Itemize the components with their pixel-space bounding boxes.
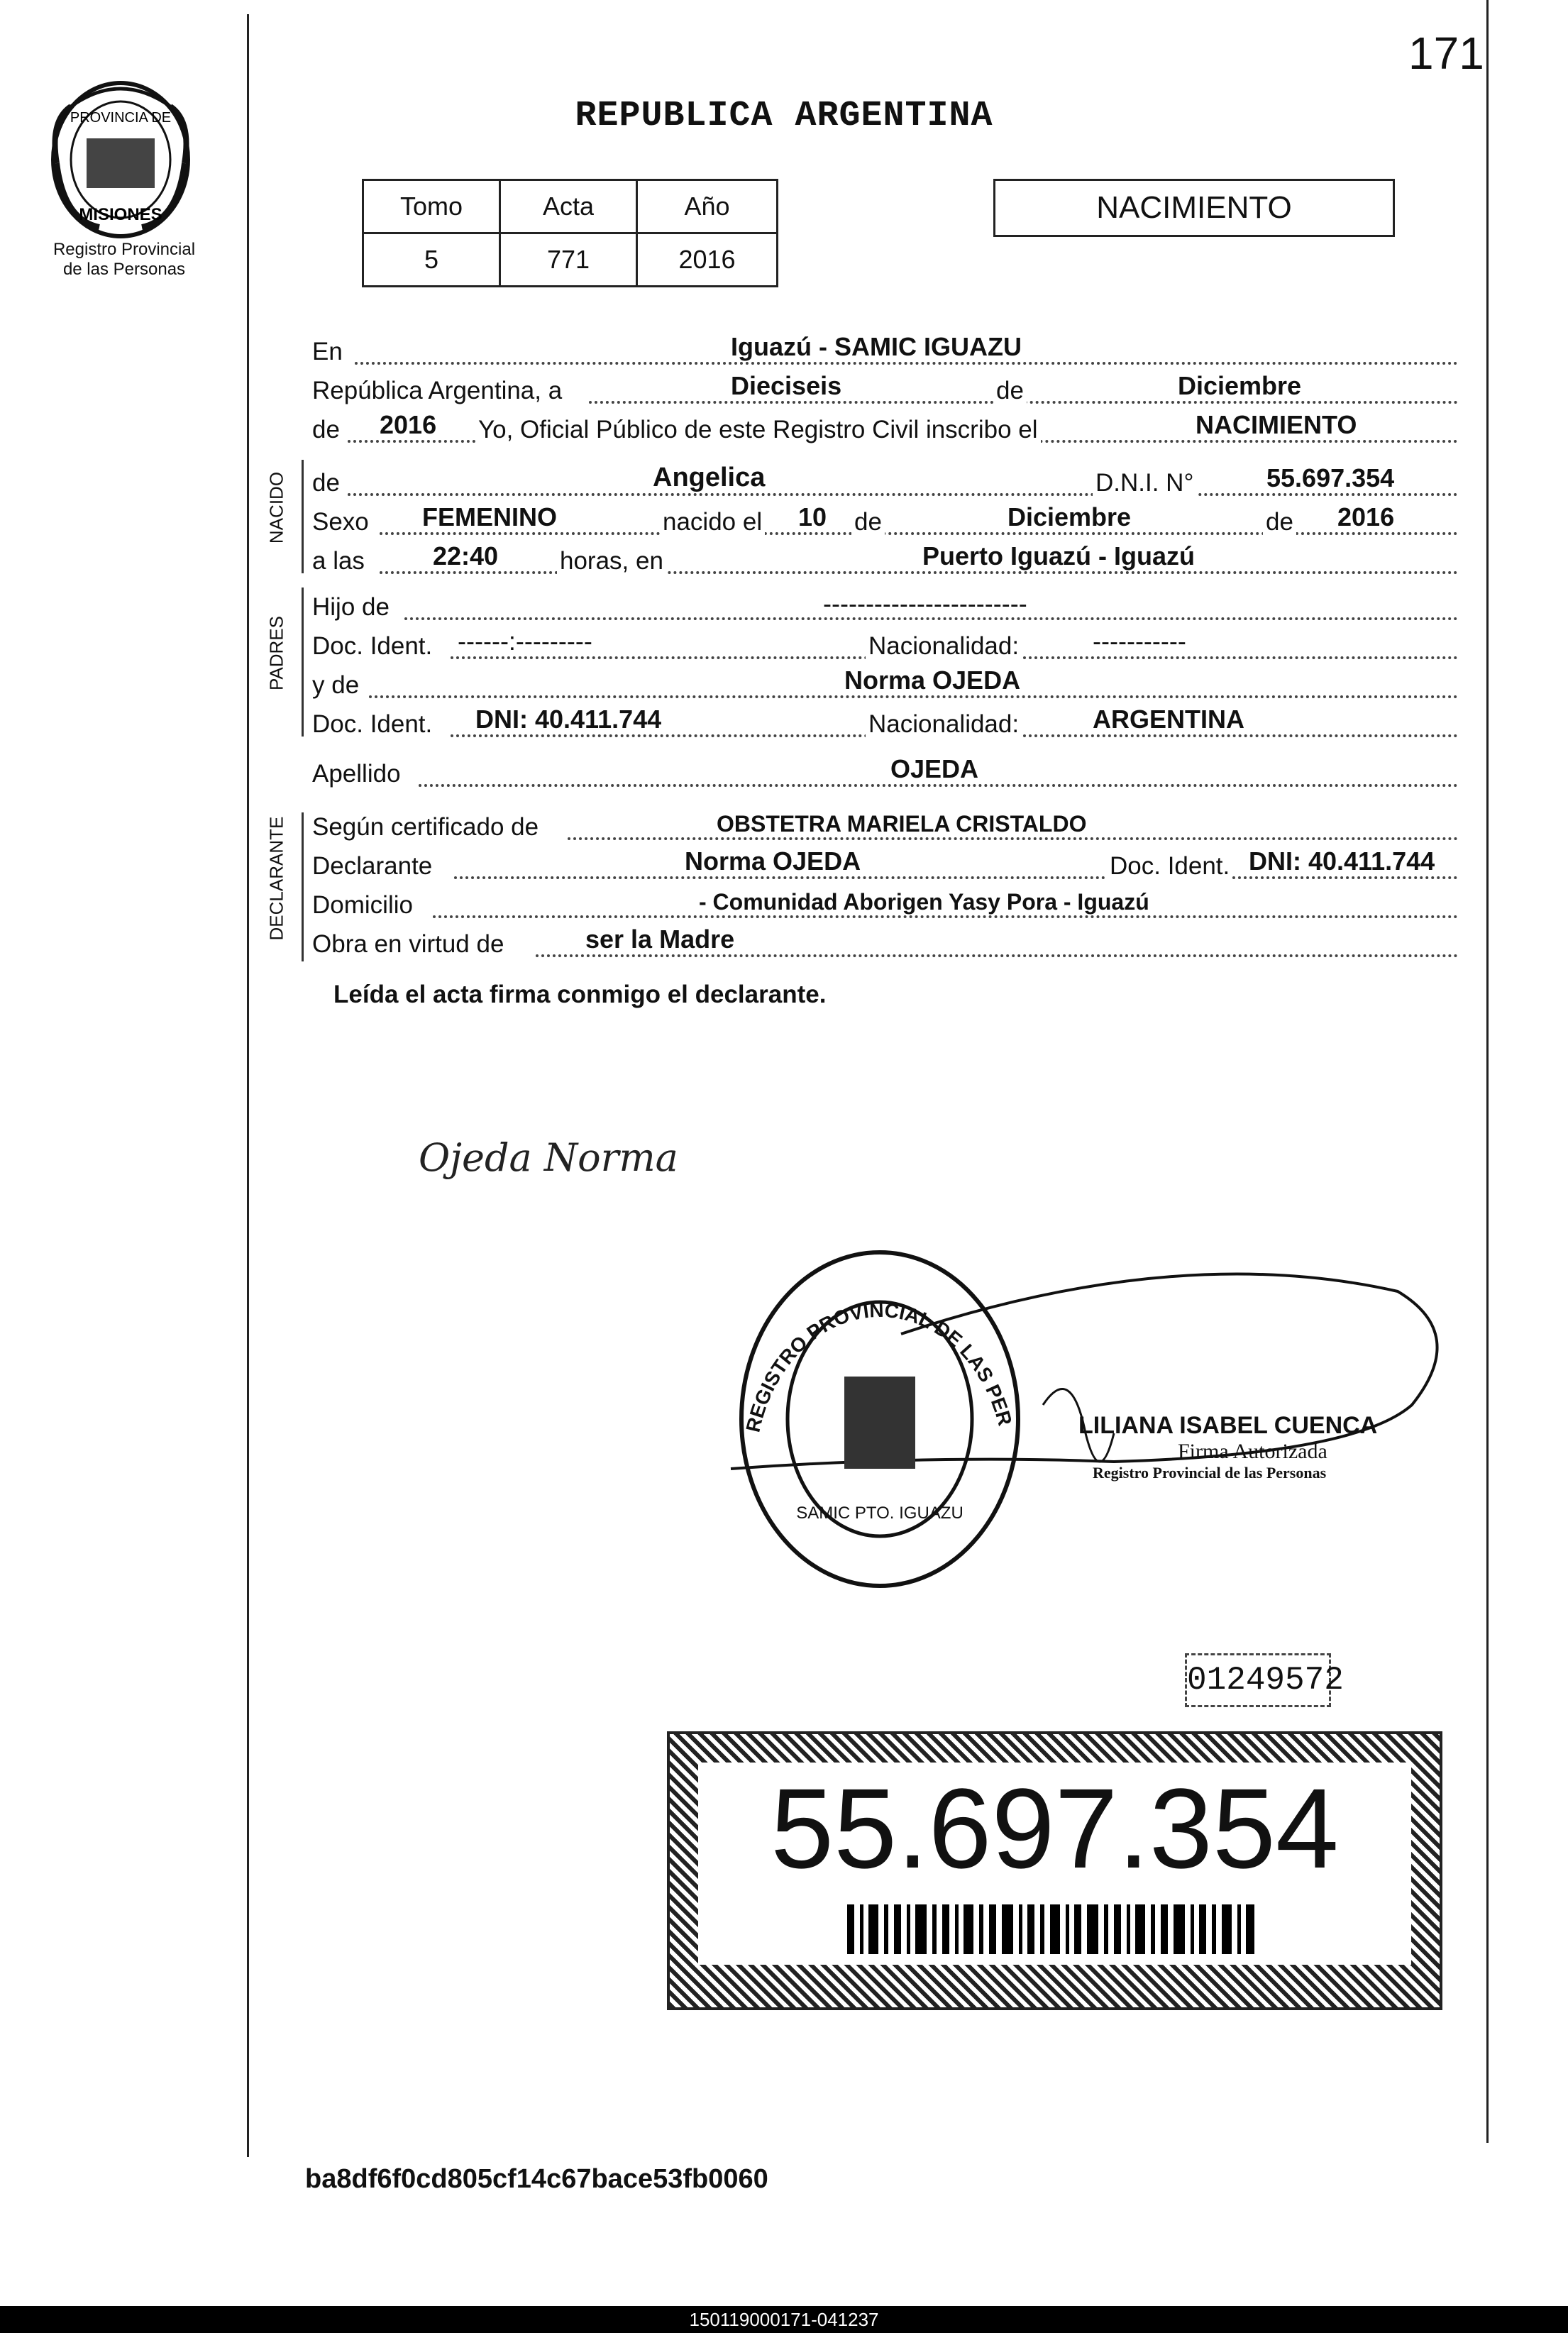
obra-value: ser la Madre [585, 925, 735, 954]
hijo-value: ------------------------ [823, 589, 1027, 618]
declarante-bracket [302, 812, 304, 961]
logo-caption [28, 240, 220, 280]
row-year [312, 412, 1458, 447]
row-nacido-name [312, 465, 1458, 500]
domicilio-value: - Comunidad Aborigen Yasy Pora - Iguazú [699, 889, 1149, 915]
signature-text: Ojeda Norma [419, 1135, 678, 1180]
declarante-label: DECLARANTE [265, 816, 287, 941]
document-title: REPUBLICA ARGENTINA [575, 96, 993, 136]
row-nacido-sexo [312, 504, 1458, 539]
row-declarante [312, 848, 1458, 883]
yde-label: y de [312, 671, 362, 700]
dni-label: D.N.I. N° [1093, 469, 1196, 497]
nacido-label: NACIDO [265, 471, 287, 544]
logo-caption-line1: Registro Provincial [53, 240, 196, 259]
apellido-label: Apellido [312, 760, 404, 788]
row-domicilio [312, 887, 1458, 922]
official-signature-block [1078, 1412, 1377, 1482]
doc2-label: Doc. Ident. [312, 710, 435, 739]
declarant-signature [412, 1107, 809, 1203]
logo-text-top: PROVINCIA DE [70, 110, 172, 126]
official-role: Firma Autorizada [1178, 1440, 1327, 1463]
child-name: Angelica [653, 463, 766, 492]
acta-header: Acta [500, 180, 637, 233]
apellido-value: OJEDA [890, 754, 979, 783]
alas-label: a las [312, 547, 368, 575]
declarante-doc-label: Doc. Ident. [1107, 852, 1232, 881]
sexo-label: Sexo [312, 508, 372, 536]
de2-label: de [312, 416, 343, 444]
nac1-value: ----------- [1093, 627, 1186, 656]
document-hash: ba8df6f0cd805cf14c67bace53fb0060 [305, 2164, 768, 2194]
year-value: 2016 [380, 410, 437, 439]
registry-table [362, 179, 778, 287]
row-en [312, 333, 1458, 369]
row-nacido-hora [312, 543, 1458, 578]
dni-barcode-box [667, 1731, 1442, 2010]
nacido-de3-label: de [1263, 508, 1296, 536]
child-dni: 55.697.354 [1266, 463, 1395, 492]
month-value: Diciembre [1178, 371, 1302, 400]
row-madre [312, 667, 1458, 702]
oficial-text: Yo, Oficial Público de este Registro Civil inscribo el [475, 416, 1041, 444]
nacido-bracket [302, 460, 304, 573]
birth-day: 10 [798, 502, 827, 531]
doc1-value: ------:--------- [458, 627, 592, 656]
horas-label: horas, en [557, 547, 666, 575]
row-republica [312, 373, 1458, 408]
hijo-label: Hijo de [312, 593, 392, 622]
padres-label: PADRES [265, 616, 287, 690]
row-apellido [312, 756, 1458, 791]
republica-label: República Argentina, a [312, 377, 565, 405]
row-hijo [312, 589, 1458, 624]
nacido-de-label: de [312, 469, 343, 497]
logo-text-bottom: MISIONES [79, 205, 162, 224]
barcode [847, 1904, 1259, 1954]
day-value: Dieciseis [731, 371, 842, 400]
mother-nationality: ARGENTINA [1093, 705, 1244, 734]
domicilio-label: Domicilio [312, 891, 416, 920]
row-obra [312, 926, 1458, 961]
declarante-doc: DNI: 40.411.744 [1249, 846, 1435, 876]
segun-label: Según certificado de [312, 813, 541, 842]
birth-month: Diciembre [1007, 502, 1132, 531]
nac1-label: Nacionalidad: [866, 632, 1022, 661]
left-margin-line [247, 14, 249, 2157]
nacido-de2-label: de [851, 508, 885, 536]
acta-value: 771 [500, 233, 637, 287]
padres-bracket [302, 588, 304, 737]
logo-caption-line2: de las Personas [62, 260, 186, 279]
declarante-name-label: Declarante [312, 852, 435, 881]
inscribo-value: NACIMIENTO [1196, 410, 1357, 439]
doc1-label: Doc. Ident. [312, 632, 435, 661]
stamp-text: REGISTRO PROVINCIAL DE LAS PER [741, 1298, 1017, 1435]
right-margin-line [1486, 0, 1489, 2143]
mother-name: Norma OJEDA [844, 666, 1021, 695]
official-org: Registro Provincial de las Personas [1093, 1464, 1327, 1482]
anio-value: 2016 [637, 233, 778, 287]
closing-statement: Leída el acta firma conmigo el declarante. [333, 981, 827, 1008]
birth-time: 22:40 [433, 541, 499, 570]
act-type-box: NACIMIENTO [993, 179, 1395, 237]
de-label: de [993, 377, 1027, 405]
nacido-el-label: nacido el [660, 508, 765, 536]
declarante-name: Norma OJEDA [685, 846, 861, 876]
en-label: En [312, 338, 346, 366]
tomo-header: Tomo [363, 180, 500, 233]
en-value: Iguazú - SAMIC IGUAZU [731, 332, 1022, 361]
birth-place: Puerto Iguazú - Iguazú [922, 541, 1195, 570]
row-doc2 [312, 706, 1458, 741]
page-number: 171 [1408, 28, 1484, 79]
sexo-value: FEMENINO [422, 502, 558, 531]
tomo-value: 5 [363, 233, 500, 287]
stamp-inner-text: SAMIC PTO. IGUAZU [796, 1504, 964, 1523]
segun-value: OBSTETRA MARIELA CRISTALDO [717, 811, 1087, 837]
birth-year: 2016 [1337, 502, 1395, 531]
bottom-code-bar: 150119000171-041237 [0, 2306, 1568, 2333]
obra-label: Obra en virtud de [312, 930, 507, 959]
anio-header: Año [637, 180, 778, 233]
official-name: LILIANA ISABEL CUENCA [1078, 1412, 1378, 1439]
nac2-label: Nacionalidad: [866, 710, 1022, 739]
dni-big-number: 55.697.354 [771, 1765, 1339, 1892]
mother-doc: DNI: 40.411.744 [475, 705, 662, 734]
row-doc1 [312, 628, 1458, 663]
serial-number: 01249572 [1185, 1653, 1331, 1707]
official-stamp [717, 1220, 1483, 1593]
row-segun [312, 809, 1458, 844]
